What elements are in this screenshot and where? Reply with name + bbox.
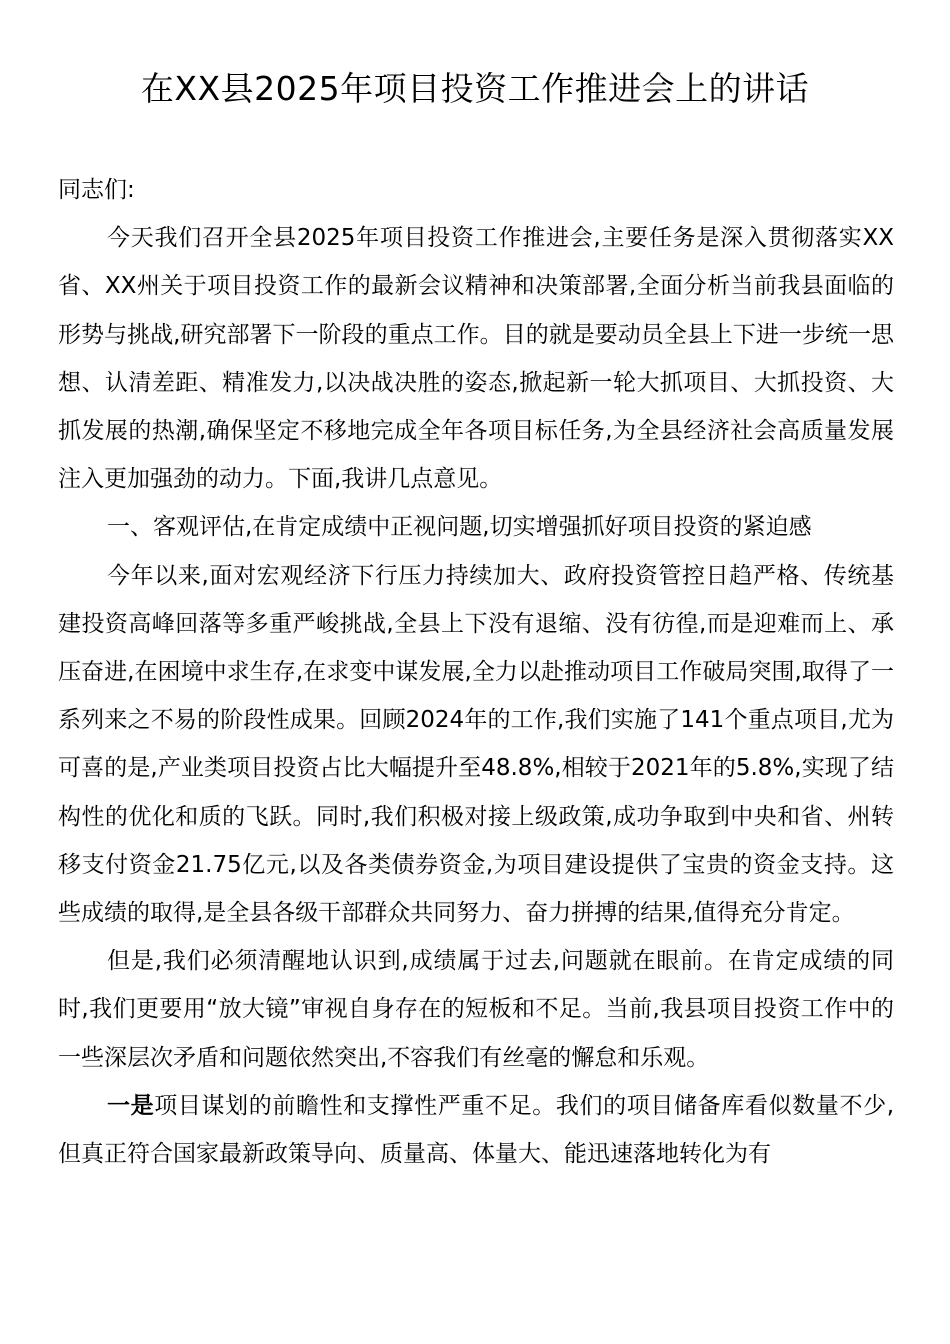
problems-paragraph: 但是,我们必须清醒地认识到,成绩属于过去,问题就在眼前。在肯定成绩的同时,我们更要用“放大镜”审视自身存在的短板和不足。当前,我县项目投资工作中的一些深层次矛盾和问题依然突出,不容我们有丝毫的懈怠和乐观。 (58, 948, 894, 1071)
intro-paragraph: 今天我们召开全县2025年项目投资工作推进会,主要任务是深入贯彻落实XX省、XX州关于项目投资工作的最新会议精神和决策部署,全面分析当前我县面临的形势与挑战,研究部署下一阶段的重点工作。目的就是要动员全县上下进一步统一思想、认清差距、精准发力,以决战决胜的姿态,掀起新一轮大抓项目、大抓投资、大抓发展的热潮,确保坚定不移地完成全年各项目标任务,为全县经济社会高质量发展注入更加强劲的动力。下面,我讲几点意见。 (58, 225, 894, 493)
point-one-paragraph (58, 1082, 894, 1178)
document-title: 在XX县2025年项目投资工作推进会上的讲话 (140, 69, 810, 108)
point-one-lead: 一是 (107, 1092, 155, 1119)
point-one-text: 项目谋划的前瞻性和支撑性严重不足。我们的项目储备库看似数量不少,但真正符合国家最新政策导向、质量高、体量大、能迅速落地转化为有 (58, 1092, 895, 1168)
achievements-paragraph: 今年以来,面对宏观经济下行压力持续加大、政府投资管控日趋严格、传统基建投资高峰回落等多重严峻挑战,全县上下没有退缩、没有彷徨,而是迎难而上、承压奋进,在困境中求生存,在求变中谋发展,全力以赴推动项目工作破局突围,取得了一系列来之不易的阶段性成果。回顾2024年的工作,我们实施了141个重点项目,尤为可喜的是,产业类项目投资占比大幅提升至48.8%,相较于2021年的5.8%,实现了结构性的优化和质的飞跃。同时,我们积极对接上级政策,成功争取到中央和省、州转移支付资金21.75亿元,以及各类债券资金,为项目建设提供了宝贵的资金支持。这些成绩的取得,是全县各级干部群众共同努力、奋力拼搏的结果,值得充分肯定。 (58, 562, 894, 927)
greeting: 同志们: (58, 177, 135, 203)
section-one-heading: 一、客观评估,在肯定成绩中正视问题,切实增强抓好项目投资的紧迫感 (107, 514, 812, 541)
document-body (58, 166, 894, 1178)
